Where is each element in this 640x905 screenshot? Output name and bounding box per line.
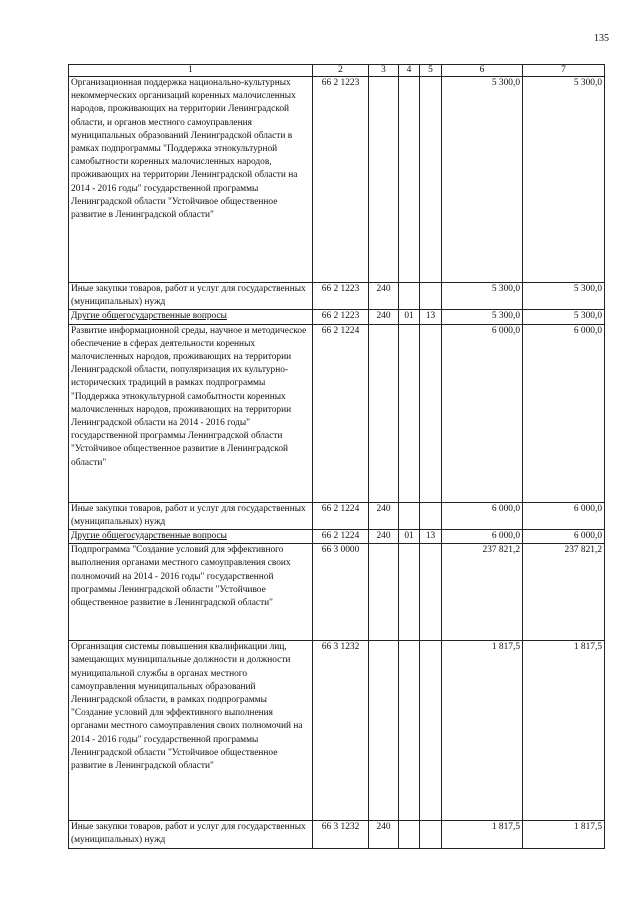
row-sum-col7: 5 300,0 (523, 283, 605, 310)
row-pr (420, 821, 442, 849)
row-pr (420, 77, 442, 283)
row-vr (369, 324, 399, 502)
header-col-2: 2 (313, 65, 369, 77)
row-pr (420, 544, 442, 641)
row-sum-col7: 6 000,0 (523, 324, 605, 502)
row-name: Подпрограмма "Создание условий для эффективного выполнения органами местного самоуправления своих полномочий на 2014 - 2016 годы" государственной программы Ленинградской области "Устойчивое общественное развитие в Ленинградской области" (69, 544, 313, 641)
table-row (69, 324, 605, 502)
table-row (69, 641, 605, 821)
table-row (69, 283, 605, 310)
row-sum-col7: 6 000,0 (523, 530, 605, 544)
row-sum-col7: 1 817,5 (523, 641, 605, 821)
row-rz (399, 77, 420, 283)
row-sum-col6: 5 300,0 (442, 77, 523, 283)
row-name: Организация системы повышения квалификации лиц, замещающих муниципальные должности и должности муниципальной службы в органах местного самоуправления муниципальных образований Ленинградской области, в рамках подпрограммы "Создание условий для эффективного выполнения органами местного самоуправления своих полномочий на 2014 - 2016 годы" государственной программы Ленинградской области "Устойчивое общественное развитие в Ленинградской области" (69, 641, 313, 821)
row-sum-col6: 6 000,0 (442, 324, 523, 502)
header-col-7: 7 (523, 65, 605, 77)
row-name: Организационная поддержка национально-культурных некоммерческих организаций коренных малочисленных народов, проживающих на территории Ленинградской области, и органов местного самоуправления муниципальных образований Ленинградской области в рамках подпрограммы "Поддержка этнокультурной самобытности коренных малочисленных народов, проживающих на территории Ленинградской области на 2014 - 2016 годы" государственной программы Ленинградской области "Устойчивое общественное развитие в Ленинградской области" (69, 77, 313, 283)
page-number: 135 (594, 33, 609, 44)
table-row (69, 544, 605, 641)
row-name: Иные закупки товаров, работ и услуг для государственных (муниципальных) нужд (69, 821, 313, 849)
table-row (69, 310, 605, 324)
row-code: 66 3 0000 (313, 544, 369, 641)
row-code: 66 2 1224 (313, 502, 369, 529)
header-col-3: 3 (369, 65, 399, 77)
row-pr (420, 641, 442, 821)
row-code: 66 3 1232 (313, 821, 369, 849)
row-vr: 240 (369, 530, 399, 544)
header-col-4: 4 (399, 65, 420, 77)
row-sum-col6: 1 817,5 (442, 641, 523, 821)
row-pr: 13 (420, 530, 442, 544)
row-vr: 240 (369, 283, 399, 310)
row-vr (369, 77, 399, 283)
header-col-6: 6 (442, 65, 523, 77)
row-vr: 240 (369, 821, 399, 849)
row-name: Иные закупки товаров, работ и услуг для государственных (муниципальных) нужд (69, 283, 313, 310)
row-rz (399, 641, 420, 821)
row-name: Другие общегосударственные вопросы (69, 310, 313, 324)
budget-table (68, 64, 605, 849)
row-pr (420, 283, 442, 310)
row-sum-col7: 1 817,5 (523, 821, 605, 849)
row-code: 66 2 1224 (313, 530, 369, 544)
header-col-1: 1 (69, 65, 313, 77)
table-row (69, 821, 605, 849)
row-pr (420, 502, 442, 529)
row-code: 66 2 1223 (313, 283, 369, 310)
row-name: Развитие информационной среды, научное и методическое обеспечение в сферах деятельности коренных малочисленных народов, проживающих на территории Ленинградской области, популяризация их культурно-исторических традиций в рамках подпрограммы "Поддержка этнокультурной самобытности коренных малочисленных народов, проживающих на территории Ленинградской области на 2014 - 2016 годы" государственной программы Ленинградской области "Устойчивое общественное развитие в Ленинградской области" (69, 324, 313, 502)
row-rz: 01 (399, 310, 420, 324)
row-sum-col6: 237 821,2 (442, 544, 523, 641)
row-sum-col6: 5 300,0 (442, 310, 523, 324)
row-rz: 01 (399, 530, 420, 544)
row-rz (399, 283, 420, 310)
header-col-5: 5 (420, 65, 442, 77)
row-sum-col6: 6 000,0 (442, 502, 523, 529)
row-sum-col7: 6 000,0 (523, 502, 605, 529)
row-sum-col7: 237 821,2 (523, 544, 605, 641)
row-rz (399, 502, 420, 529)
row-sum-col6: 5 300,0 (442, 283, 523, 310)
row-vr (369, 544, 399, 641)
row-rz (399, 821, 420, 849)
row-vr: 240 (369, 310, 399, 324)
row-code: 66 2 1224 (313, 324, 369, 502)
row-code: 66 3 1232 (313, 641, 369, 821)
row-rz (399, 324, 420, 502)
table-row (69, 502, 605, 529)
row-rz (399, 544, 420, 641)
row-vr: 240 (369, 502, 399, 529)
table-header-row (69, 65, 605, 77)
row-code: 66 2 1223 (313, 77, 369, 283)
row-sum-col6: 1 817,5 (442, 821, 523, 849)
table-row (69, 77, 605, 283)
row-name: Другие общегосударственные вопросы (69, 530, 313, 544)
row-sum-col7: 5 300,0 (523, 310, 605, 324)
row-code: 66 2 1223 (313, 310, 369, 324)
row-sum-col6: 6 000,0 (442, 530, 523, 544)
table-row (69, 530, 605, 544)
row-vr (369, 641, 399, 821)
row-pr (420, 324, 442, 502)
row-pr: 13 (420, 310, 442, 324)
row-sum-col7: 5 300,0 (523, 77, 605, 283)
row-name: Иные закупки товаров, работ и услуг для государственных (муниципальных) нужд (69, 502, 313, 529)
